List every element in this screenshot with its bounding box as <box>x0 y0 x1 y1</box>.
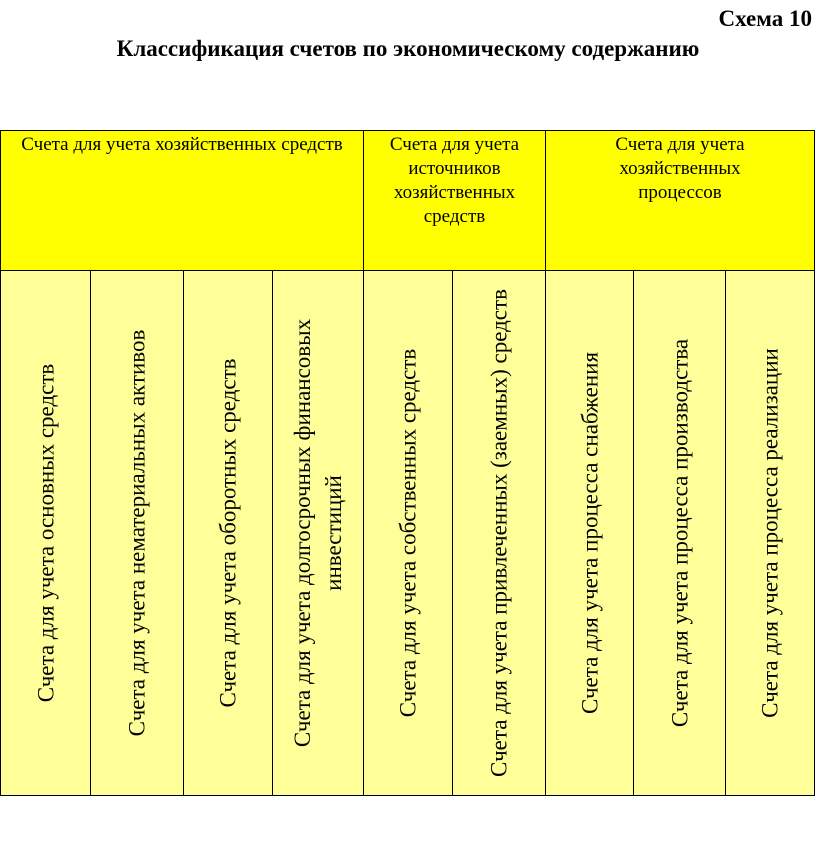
sub-cell-fixed-assets <box>0 270 90 796</box>
sub-cell-borrowed-funds <box>452 270 545 796</box>
sub-cell-sales-process <box>725 270 815 796</box>
sub-cell-label: Счета для учета процесса реализации <box>757 348 783 718</box>
sub-cell-label: Счета для учета основных средств <box>33 363 58 703</box>
sub-cell-label: Счета для учета нематериальных активов <box>124 329 150 737</box>
group-header-processes <box>545 130 815 270</box>
diagram-title: Классификация счетов по экономическому содержанию <box>116 36 700 61</box>
sub-cell-current-assets <box>183 270 272 796</box>
sub-cell-label: Счета для учета процесса снабжения <box>577 351 602 715</box>
sub-cell-label: Счета для учета процесса производства <box>667 338 692 728</box>
group-header-sources <box>363 130 545 270</box>
group-header-assets <box>0 130 363 270</box>
sub-cell-intangible-assets <box>90 270 183 796</box>
classification-table <box>0 130 815 796</box>
group-header-label: Счета для учета источников хозяйственных средств <box>389 134 520 227</box>
sub-cell-production-process <box>633 270 725 796</box>
sub-cell-supply-process <box>545 270 633 796</box>
group-header-label: Счета для учета хозяйственных процессов <box>615 134 745 203</box>
sub-cell-label: Счета для учета долгосрочных финансовых инвестиций <box>290 318 346 748</box>
scheme-number: Схема 10 <box>718 6 812 31</box>
sub-cell-label: Счета для учета привлеченных (заемных) средств <box>486 289 512 777</box>
sub-cell-own-funds <box>363 270 452 796</box>
sub-cell-label: Счета для учета оборотных средств <box>215 358 241 708</box>
sub-cell-label: Счета для учета собственных средств <box>395 348 421 718</box>
group-header-label: Счета для учета хозяйственных средств <box>21 134 343 155</box>
sub-cell-long-term-investments <box>272 270 363 796</box>
